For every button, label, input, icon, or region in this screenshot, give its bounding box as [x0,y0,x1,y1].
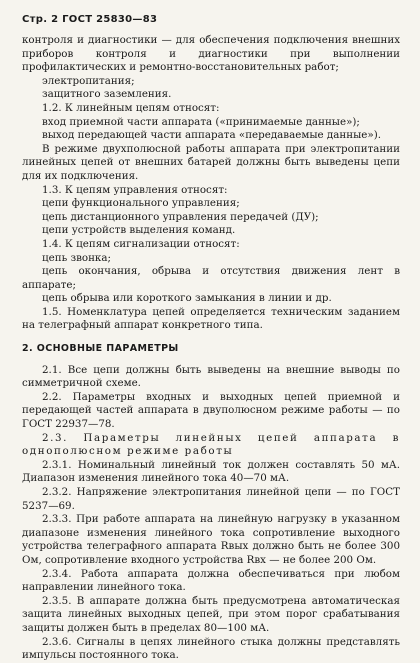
paragraph: цепь дистанционного управления передачей (ДУ); [42,210,319,223]
paragraph: цепь окончания, обрыва и отсутствия движения лент в аппарате; [22,265,400,291]
paragraph: 2.2. Параметры входных и выходных цепей приемной и передающей частей аппарата в двуполюсном режиме работы — по ГОСТ 22937—78. [22,390,400,431]
paragraph: 2.3.2. Напряжение электропитания линейной цепи — по ГОСТ 5237—69. [22,486,400,512]
paragraph: В режиме двухполюсной работы аппарата при электропитании линейных цепей от внешних батарей должны быть выведены цепи для их подключения. [22,142,400,182]
paragraph: цепь обрыва или короткого замыкания в линии и др. [42,292,332,305]
running-head: Стр. 2 ГОСТ 25830—83 [22,14,158,25]
paragraph: 1.3. К цепям управления относят: [42,183,228,196]
paragraph: 1.5. Номенклатура цепей определяется техническим заданием на телеграфный аппарат конкретного типа. [22,305,400,332]
paragraph: 2.3.1. Номинальный линейный ток должен составлять 50 мА. Диапазон изменения линейного тока 40—70 мА. [22,458,400,485]
paragraph: 1.4. К цепям сигнализации относят: [42,237,240,250]
paragraph: 1.2. К линейным цепям относят: [42,101,220,114]
paragraph: 2.1. Все цепи должны быть выведены на внешние выводы по симметричной схеме. [22,363,400,390]
paragraph: цепь звонка; [42,251,111,264]
paragraph: защитного заземления. [42,88,172,101]
paragraph: контроля и диагностики — для обеспечения подключения внешних приборов контроля и диагностики при выполнении профилактических и ремонтно-восстановительных работ; [22,34,400,74]
paragraph: 2.3.5. В аппарате должна быть предусмотрена автоматическая защита линейных выходных цепей, при этом порог срабатывания защиты должен быть в пределах 80—100 мА. [22,594,400,634]
section-heading: 2. ОСНОВНЫЕ ПАРАМЕТРЫ [22,343,179,355]
paragraph: 2.3.4. Работа аппарата должна обеспечиваться при любом направлении линейного тока. [22,567,400,594]
paragraph: цепи функционального управления; [42,197,240,210]
paragraph: электропитания; [42,74,135,87]
body-text [22,34,400,663]
paragraph: вход приемной части аппарата («принимаемые данные»); [42,115,360,128]
paragraph: выход передающей части аппарата «передаваемые данные»). [42,129,381,142]
paragraph: 2.3.6. Сигналы в цепях линейного стыка должны представлять импульсы постоянного тока. [22,635,400,662]
subsection-heading: 2.3. Параметры линейных цепей аппарата в однополюсном режиме работы [22,431,400,458]
paragraph: 2.3.3. При работе аппарата на линейную нагрузку в указанном диапазоне изменения линейного тока сопротивление выходного устройства телеграфного аппарата Rвых должно быть не более 300 Ом, сопротивление входного устройства Rвх — не более 200 Ом. [22,513,400,566]
paragraph: цепи устройств выделения команд. [42,224,236,237]
